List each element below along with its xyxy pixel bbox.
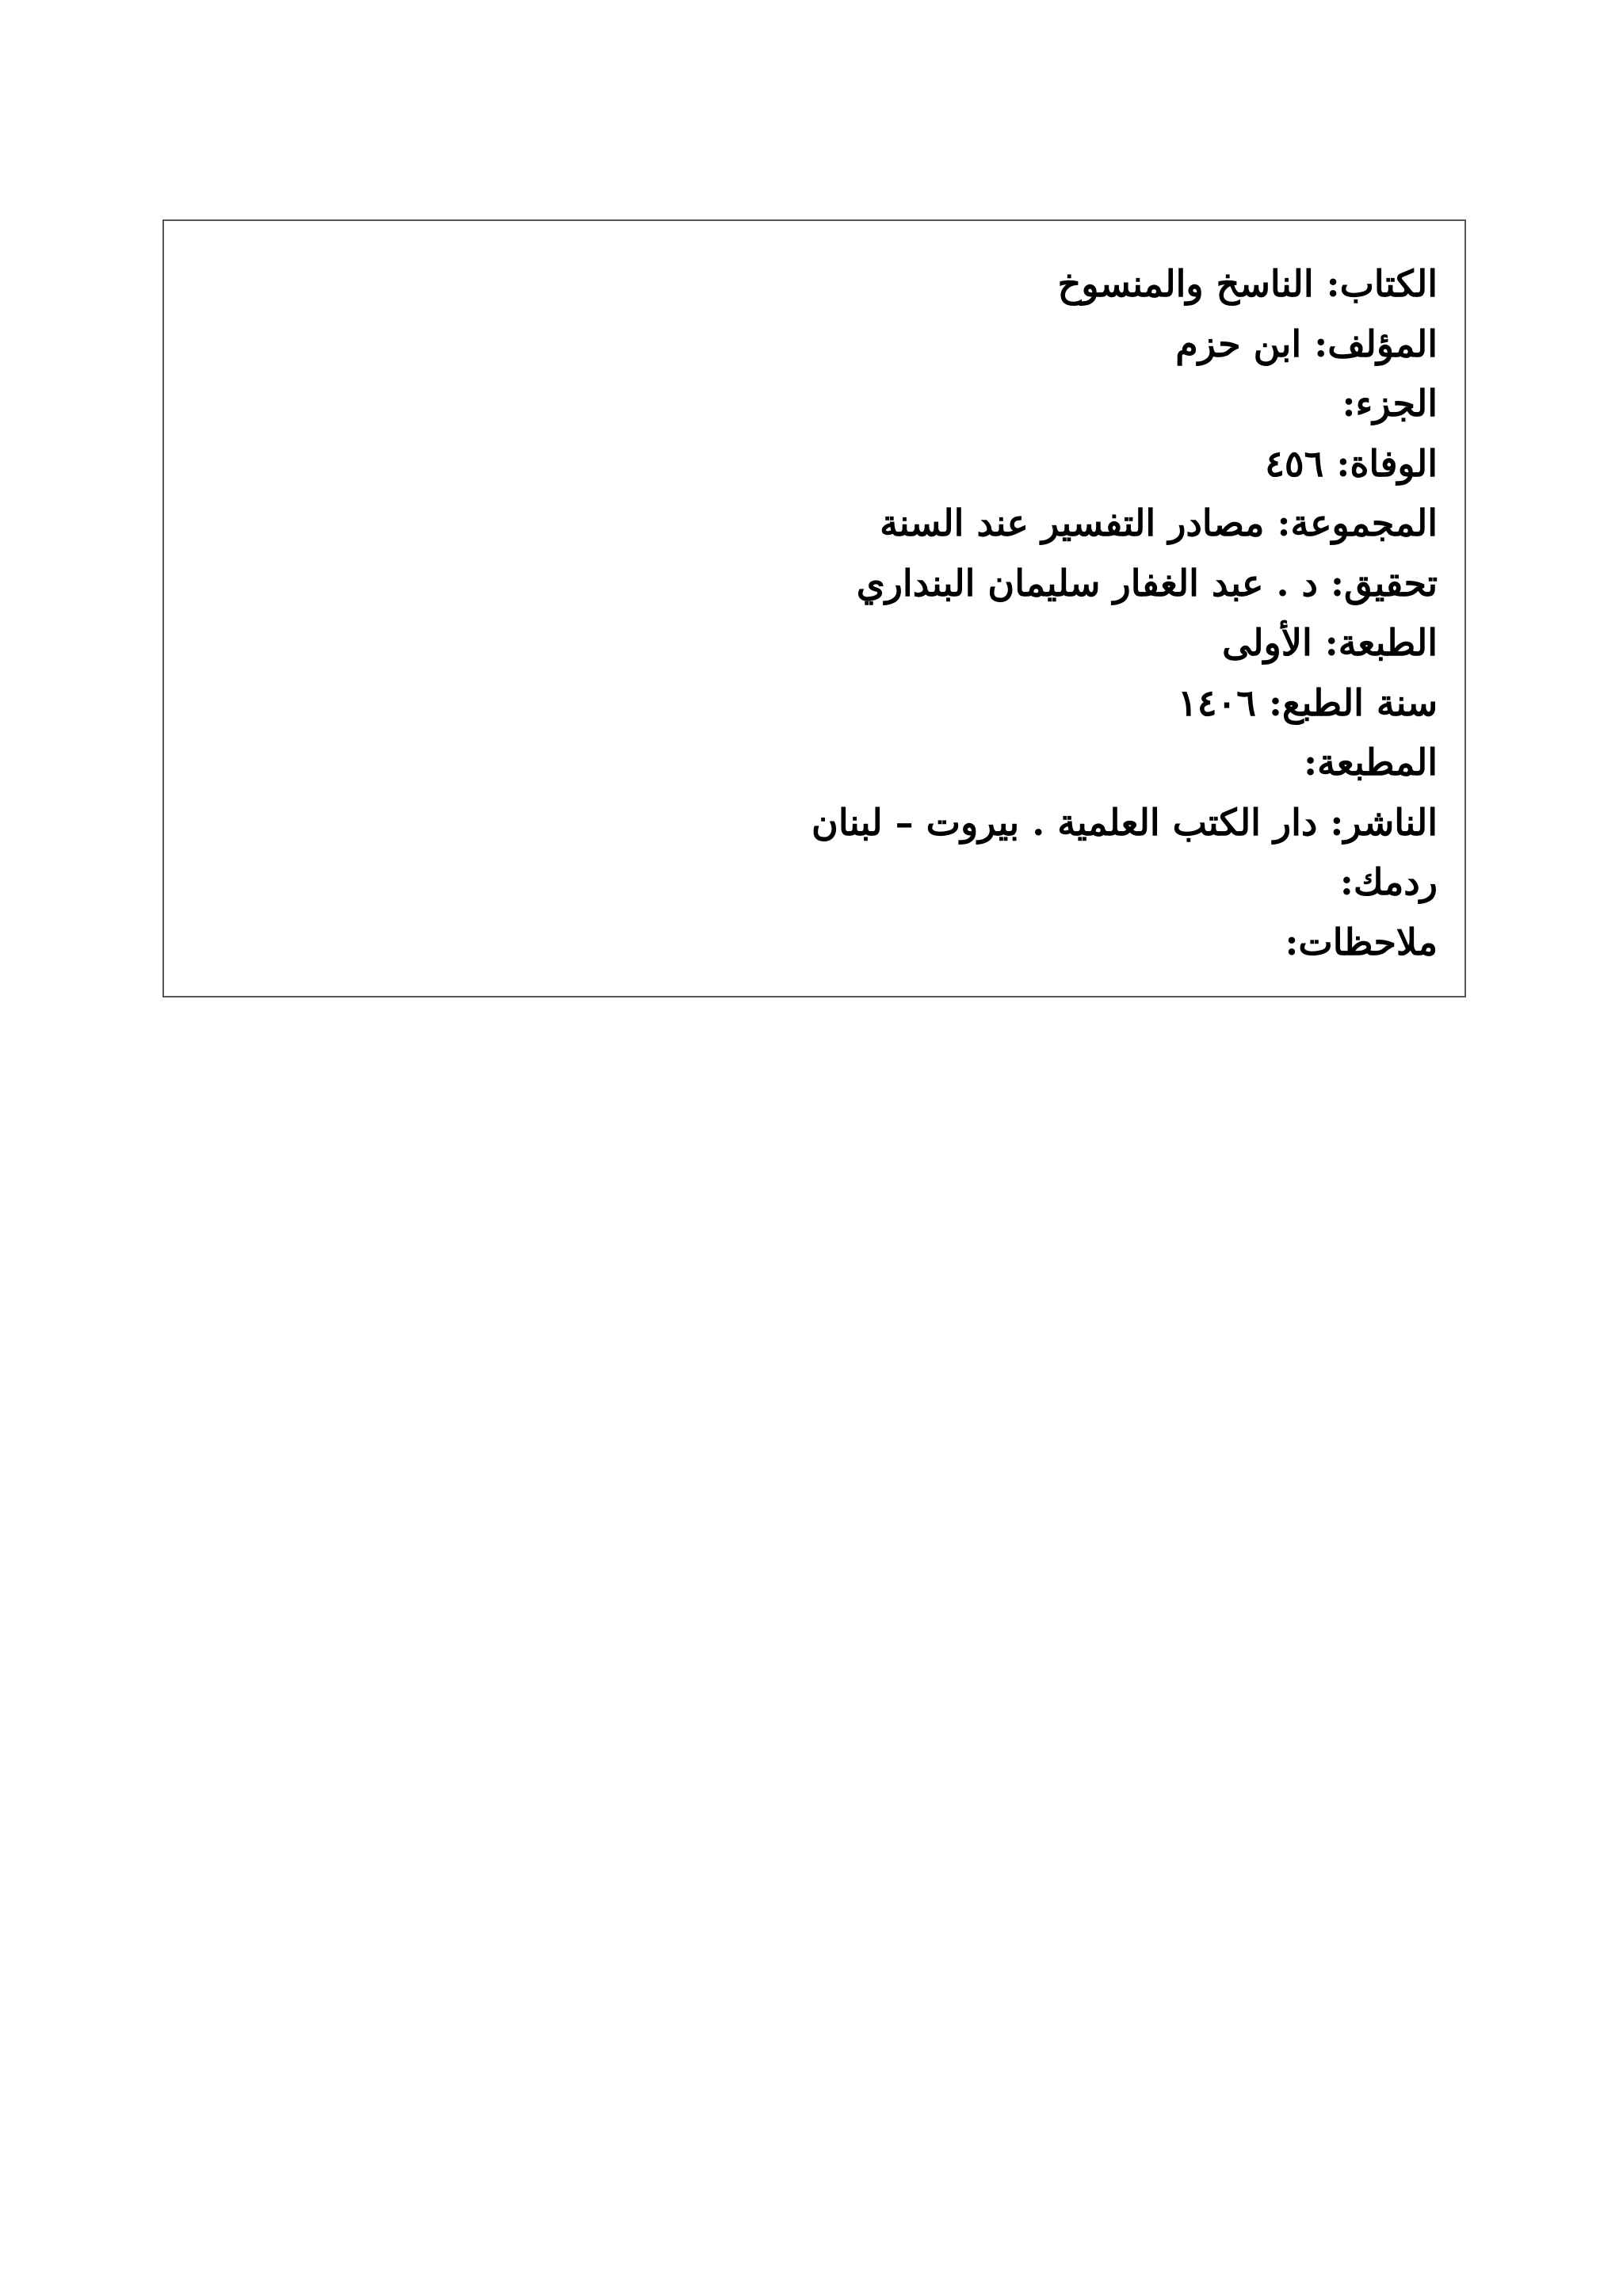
edition-label: الطبعة: — [1324, 621, 1438, 664]
editor-label: تحقيق: — [1331, 561, 1438, 605]
volume-line — [201, 374, 1438, 434]
book-info-list — [201, 254, 1438, 972]
editor-line — [201, 554, 1438, 614]
editor-value: د . عبد الغفار سليمان البنداري — [856, 561, 1318, 605]
isbn-label: ردمك: — [1339, 860, 1438, 903]
notes-label: ملاحظات: — [1285, 920, 1438, 963]
collection-line — [201, 494, 1438, 554]
book-title-label: الكتاب: — [1326, 262, 1438, 305]
edition-value: الأولى — [1222, 621, 1312, 664]
isbn-line — [201, 852, 1438, 913]
author-value: ابن حزم — [1175, 322, 1302, 365]
publisher-value: دار الكتب العلمية . بيروت – لبنان — [812, 800, 1318, 844]
death-year-value: ٤٥٦ — [1265, 441, 1324, 485]
collection-label: المجموعة: — [1277, 502, 1438, 544]
collection-value: مصادر التفسير عند السنة — [880, 502, 1265, 544]
printer-label: المطبعة: — [1304, 741, 1438, 784]
notes-line — [201, 913, 1438, 973]
printer-line — [201, 733, 1438, 793]
publisher-line — [201, 793, 1438, 853]
publisher-label: الناشر: — [1330, 800, 1438, 844]
print-year-line — [201, 673, 1438, 734]
death-year-line — [201, 434, 1438, 494]
book-info-box — [162, 219, 1466, 997]
print-year-label: سنة الطبع: — [1269, 681, 1438, 724]
author-label: المؤلف: — [1314, 322, 1438, 365]
death-year-label: الوفاة: — [1336, 441, 1438, 485]
book-title-line — [201, 254, 1438, 315]
volume-label: الجزء: — [1342, 382, 1438, 425]
edition-line — [201, 613, 1438, 673]
author-line — [201, 315, 1438, 375]
book-title-value: الناسخ والمنسوخ — [1057, 262, 1314, 305]
print-year-value: ١٤٠٦ — [1178, 681, 1256, 724]
